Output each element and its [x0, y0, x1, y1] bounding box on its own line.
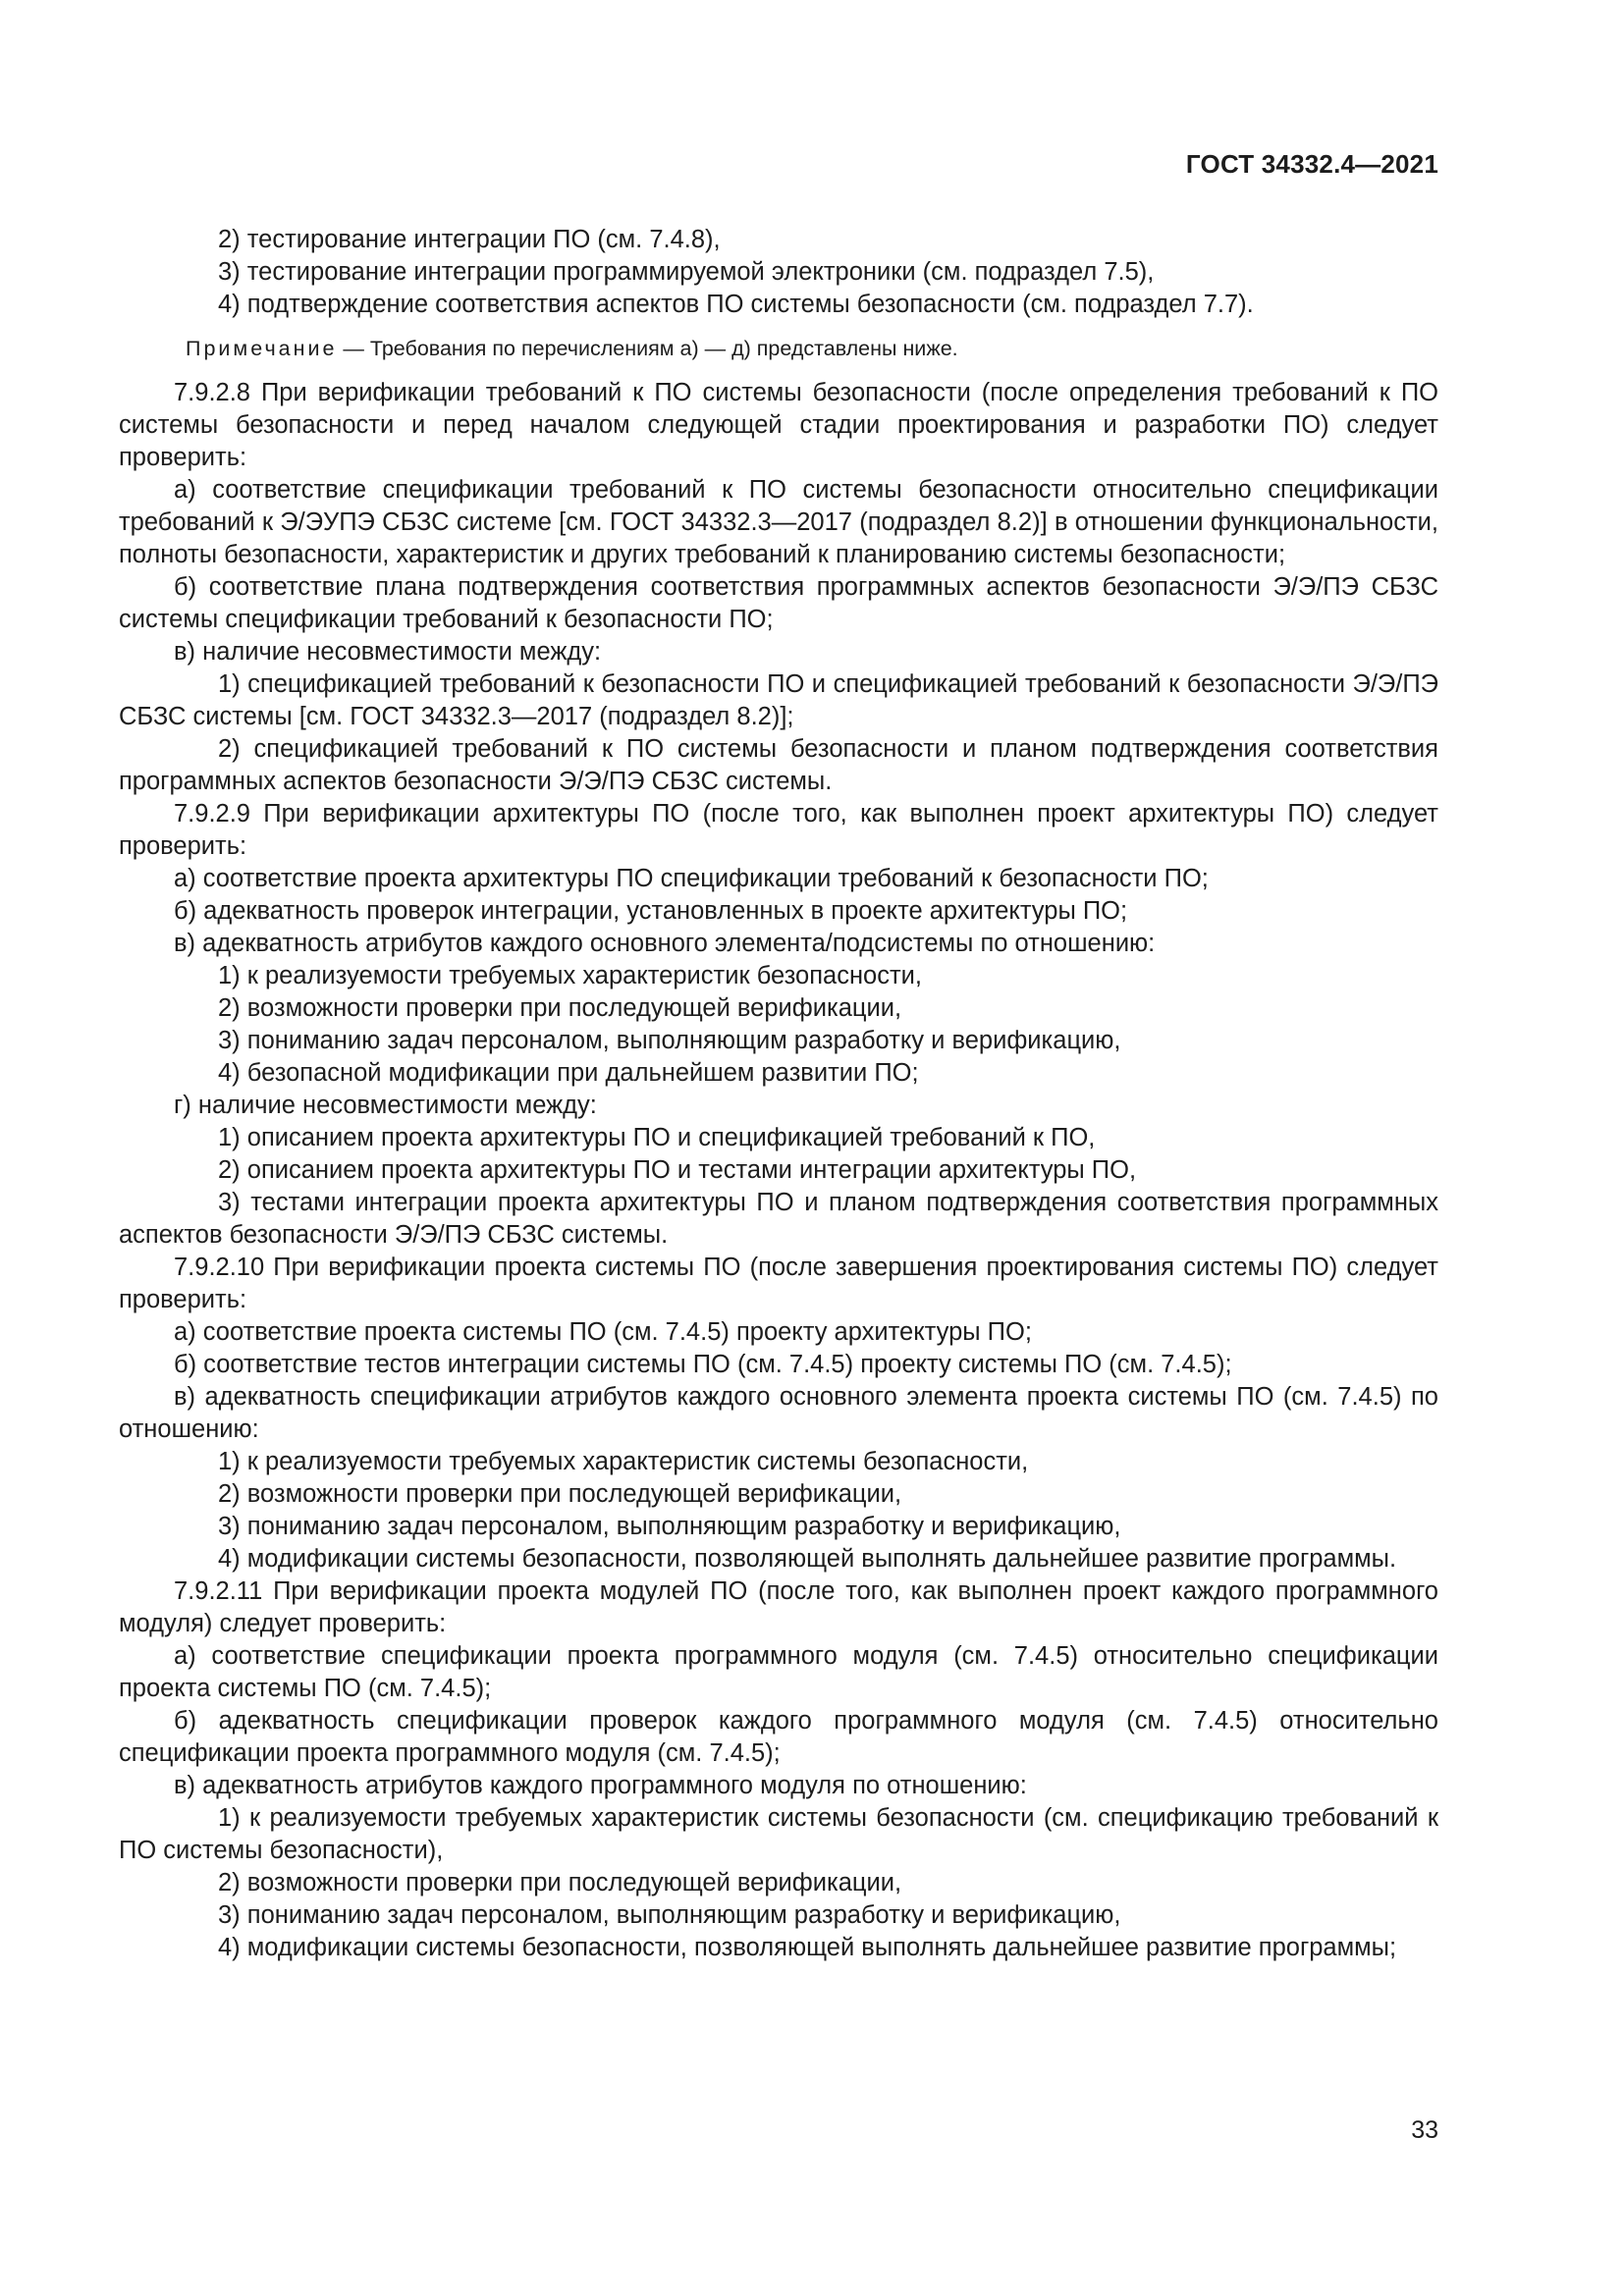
list-item: 1) к реализуемости требуемых характеристик системы безопасности (см. спецификацию требований к ПО системы безопасности),: [119, 1804, 1438, 1864]
document-id-header: ГОСТ 34332.4—2021: [1185, 149, 1438, 179]
list-item: 1) к реализуемости требуемых характеристик системы безопасности,: [218, 1448, 1029, 1475]
clause-7-9-2-11: 7.9.2.11 При верификации проекта модулей ПО (после того, как выполнен проект каждого программного модуля) следует проверить:: [119, 1577, 1438, 1637]
note-label: Примечание: [186, 337, 338, 360]
list-item: а) соответствие проекта системы ПО (см. 7.4.5) проекту архитектуры ПО;: [174, 1318, 1032, 1346]
clause-7-9-2-10: 7.9.2.10 При верификации проекта системы ПО (после завершения проектирования системы ПО) следует проверить:: [119, 1254, 1438, 1313]
clause-7-9-2-8: 7.9.2.8 При верификации требований к ПО системы безопасности (после определения требований к ПО системы безопасности и перед началом следующей стадии проектирования и разработки ПО) следует проверить:: [119, 379, 1438, 471]
list-item: в) адекватность атрибутов каждого основного элемента/подсистемы по отношению:: [174, 930, 1156, 957]
list-item: б) соответствие плана подтверждения соответствия программных аспектов безопасности Э/Э/ПЭ СБЗС системы спецификации требований к безопасности ПО;: [119, 573, 1438, 633]
list-item: 2) возможности проверки при последующей верификации,: [218, 1869, 902, 1896]
list-item: 2) возможности проверки при последующей верификации,: [218, 1480, 902, 1508]
list-item: 2) спецификацией требований к ПО системы безопасности и планом подтверждения соответствия программных аспектов безопасности Э/Э/ПЭ СБЗС системы.: [119, 735, 1438, 795]
page-number: 33: [1411, 2116, 1438, 2144]
list-item: 4) безопасной модификации при дальнейшем развитии ПО;: [218, 1059, 919, 1087]
list-item: 1) спецификацией требований к безопасности ПО и спецификацией требований к безопасности Э/Э/ПЭ СБЗС системы [см. ГОСТ 34332.3—2017 (подраздел 8.2)];: [119, 670, 1438, 730]
document-body: [119, 224, 1438, 1964]
list-item: а) соответствие проекта архитектуры ПО спецификации требований к безопасности ПО;: [174, 865, 1209, 892]
list-item: г) наличие несовместимости между:: [174, 1092, 597, 1119]
note: [119, 334, 1438, 363]
list-item: б) адекватность проверок интеграции, установленных в проекте архитектуры ПО;: [174, 897, 1128, 925]
list-item: 1) к реализуемости требуемых характеристик безопасности,: [218, 962, 922, 989]
list-item: 3) пониманию задач персоналом, выполняющим разработку и верификацию,: [218, 1901, 1121, 1929]
list-item: а) соответствие спецификации проекта программного модуля (см. 7.4.5) относительно спецификации проекта системы ПО (см. 7.4.5);: [119, 1642, 1438, 1702]
list-item: 3) тестами интеграции проекта архитектуры ПО и планом подтверждения соответствия программных аспектов безопасности Э/Э/ПЭ СБЗС системы.: [119, 1189, 1438, 1249]
list-item: а) соответствие спецификации требований к ПО системы безопасности относительно спецификации требований к Э/ЭУПЭ СБЗС системе [см. ГОСТ 34332.3—2017 (подраздел 8.2)] в отношении функциональности, полноты безопасности, характеристик и других требований к планированию системы безопасности;: [119, 476, 1438, 568]
list-item: 2) описанием проекта архитектуры ПО и тестами интеграции архитектуры ПО,: [218, 1156, 1137, 1184]
list-item: 3) тестирование интеграции программируемой электроники (см. подраздел 7.5),: [218, 258, 1155, 286]
list-item: 2) возможности проверки при последующей верификации,: [218, 994, 902, 1022]
list-item: 3) пониманию задач персоналом, выполняющим разработку и верификацию,: [218, 1027, 1121, 1054]
list-item: 1) описанием проекта архитектуры ПО и спецификацией требований к ПО,: [218, 1124, 1096, 1151]
list-item: 4) подтверждение соответствия аспектов ПО системы безопасности (см. подраздел 7.7).: [218, 291, 1254, 318]
list-item: 4) модификации системы безопасности, позволяющей выполнять дальнейшее развитие программы;: [218, 1934, 1397, 1961]
list-item: б) адекватность спецификации проверок каждого программного модуля (см. 7.4.5) относительно спецификации проекта программного модуля (см. 7.4.5);: [119, 1707, 1438, 1767]
list-item: в) адекватность атрибутов каждого программного модуля по отношению:: [174, 1772, 1027, 1799]
list-item: в) наличие несовместимости между:: [174, 638, 602, 666]
list-item: 2) тестирование интеграции ПО (см. 7.4.8),: [218, 226, 721, 253]
list-item: 3) пониманию задач персоналом, выполняющим разработку и верификацию,: [218, 1513, 1121, 1540]
list-item: в) адекватность спецификации атрибутов каждого основного элемента проекта системы ПО (см. 7.4.5) по отношению:: [119, 1383, 1438, 1443]
list-item: 4) модификации системы безопасности, позволяющей выполнять дальнейшее развитие программы.: [218, 1545, 1397, 1573]
note-text: — Требования по перечислениям а) — д) представлены ниже.: [337, 337, 958, 360]
clause-7-9-2-9: 7.9.2.9 При верификации архитектуры ПО (после того, как выполнен проект архитектуры ПО) следует проверить:: [119, 800, 1438, 860]
list-item: б) соответствие тестов интеграции системы ПО (см. 7.4.5) проекту системы ПО (см. 7.4.5);: [174, 1351, 1232, 1378]
